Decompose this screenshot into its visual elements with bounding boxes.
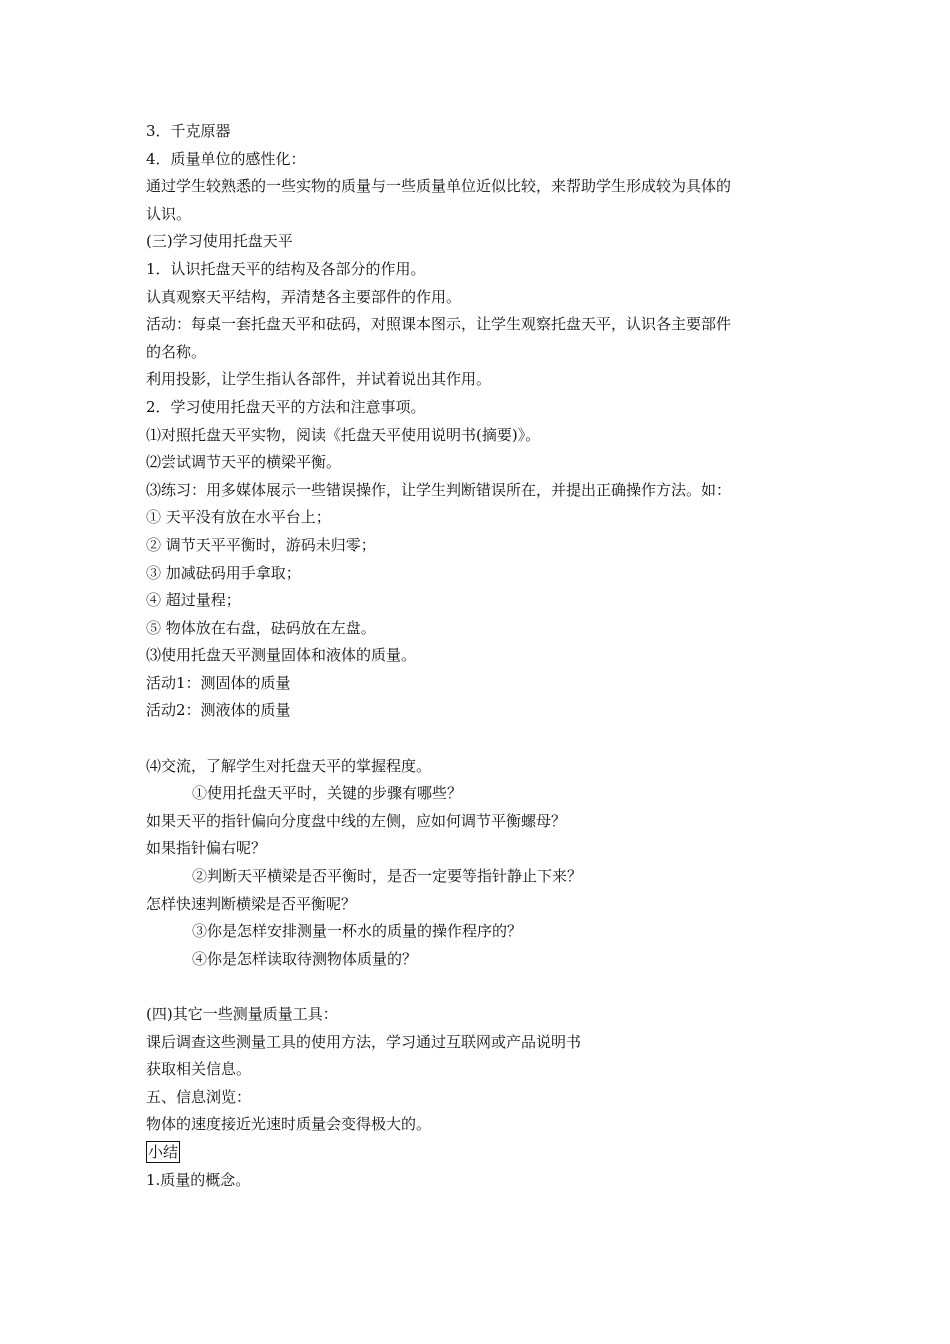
- text-line: ⑵尝试调节天平的横梁平衡。: [146, 453, 342, 472]
- document-page: [146, 118, 816, 1194]
- summary-line: [146, 1139, 816, 1167]
- text-line: ⑶使用托盘天平测量固体和液体的质量。: [146, 646, 417, 665]
- text-line: 1.质量的概念。: [146, 1170, 251, 1189]
- text-line: 通过学生较熟悉的一些实物的质量与一些质量单位近似比较，来帮助学生形成较为具体的: [146, 177, 732, 196]
- text-line: 活动：每桌一套托盘天平和砝码，对照课本图示，让学生观察托盘天平，认识各主要部件: [146, 315, 732, 334]
- section-heading: 五、信息浏览：: [146, 1087, 252, 1106]
- question-item: ②判断天平横梁是否平衡时，是否一定要等指针静止下来？: [192, 867, 583, 886]
- section-heading: (四)其它一些测量质量工具：: [146, 1005, 338, 1023]
- text-line: ⑶练习：用多媒体展示一些错误操作，让学生判断错误所在，并提出正确操作方法。如：: [146, 480, 732, 499]
- text-line: 如果天平的指针偏向分度盘中线的左侧，应如何调节平衡螺母？: [146, 811, 567, 830]
- list-item: ③ 加减砝码用手拿取；: [146, 563, 301, 582]
- text-line: 1．认识托盘天平的结构及各部分的作用。: [146, 259, 426, 278]
- text-line: 活动2：测液体的质量: [146, 701, 291, 720]
- text-line: 课后调查这些测量工具的使用方法，学习通过互联网或产品说明书: [146, 1032, 582, 1051]
- text-line: ⑴对照托盘天平实物，阅读《托盘天平使用说明书(摘要)》。: [146, 425, 541, 444]
- text-line: 怎样快速判断横梁是否平衡呢？: [146, 894, 357, 913]
- list-item: ② 调节天平平衡时，游码未归零；: [146, 535, 376, 554]
- text-line: 获取相关信息。: [146, 1060, 252, 1079]
- text-line: ⑷交流，了解学生对托盘天平的掌握程度。: [146, 756, 432, 775]
- section-heading: (三)学习使用托盘天平: [146, 232, 293, 251]
- list-item: ⑤ 物体放在右盘，砝码放在左盘。: [146, 618, 376, 637]
- summary-heading-box: 小结: [148, 1142, 179, 1161]
- text-line: 利用投影，让学生指认各部件，并试着说出其作用。: [146, 370, 492, 389]
- text-line: 如果指针偏右呢？: [146, 839, 267, 858]
- text-line: 认真观察天平结构，弄清楚各主要部件的作用。: [146, 287, 462, 306]
- question-item: ①使用托盘天平时，关键的步骤有哪些？: [192, 784, 463, 803]
- list-item: ④ 超过量程；: [146, 591, 241, 610]
- text-line: 2．学习使用托盘天平的方法和注意事项。: [146, 397, 426, 416]
- blank-line: [146, 973, 816, 1001]
- text-line: 的名称。: [146, 342, 207, 361]
- text-line: 物体的速度接近光速时质量会变得极大的。: [146, 1115, 432, 1134]
- text-line: 活动1：测固体的质量: [146, 673, 291, 692]
- text-line: 4．质量单位的感性化：: [146, 149, 306, 168]
- question-item: ④你是怎样读取待测物体质量的？: [192, 949, 418, 968]
- text-line: 3．千克原器: [146, 122, 231, 140]
- text-line: 认识。: [146, 204, 192, 223]
- blank-line: [146, 725, 816, 753]
- question-item: ③你是怎样安排测量一杯水的质量的操作程序的？: [192, 922, 523, 941]
- list-item: ① 天平没有放在水平台上；: [146, 508, 331, 527]
